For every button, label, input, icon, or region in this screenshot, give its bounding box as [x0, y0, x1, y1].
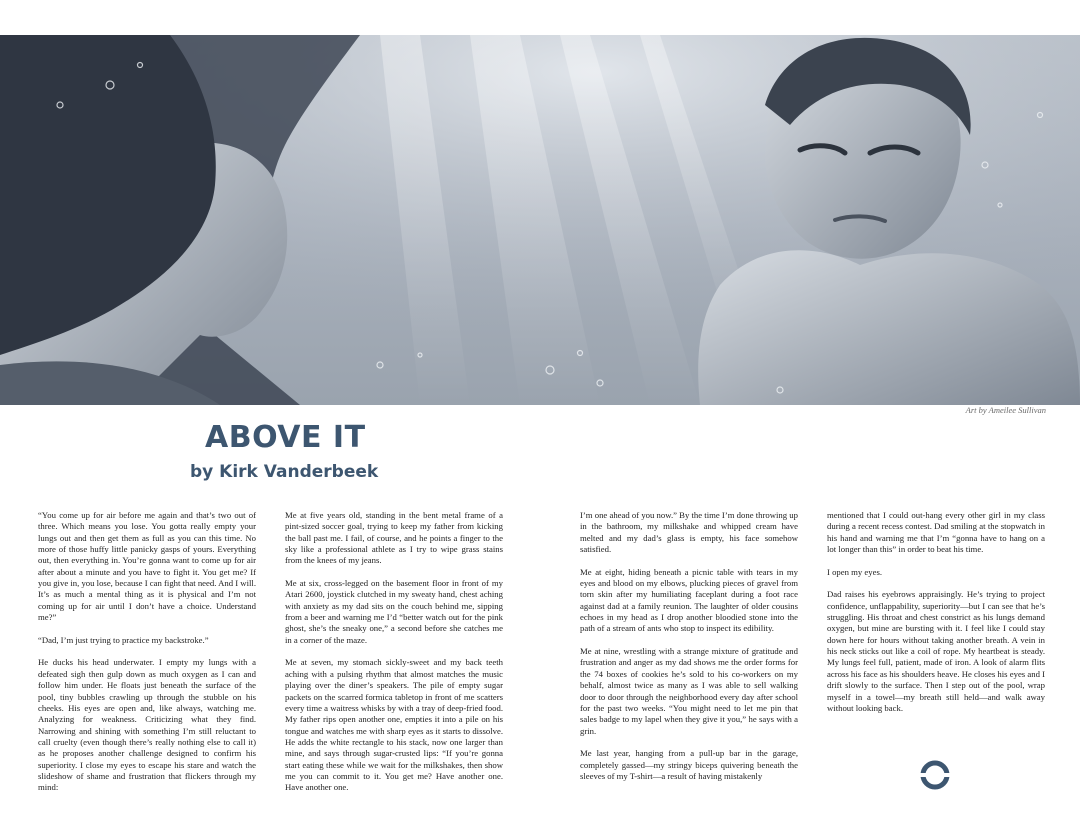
paragraph: He ducks his head underwater. I empty my lungs with a defeated sigh then gulp down as much oxygen as I can and follow him under. He floats just beneath the surface of the pool, tiny bubbles crawling up through the stubble on his cheeks. His eyes are open and, like always, watching me. Analyzing for weakness. Criticizing what they find. Narrowing and shining with something I’m still reluctant to call cruelty (even though there’s really nothing else to call it) as he proposes another challenge designed to confirm his superiority. I close my eyes to escape his stare and watch the slideshow of shame and frustration that flickers through my mind: [38, 657, 256, 793]
text-column-3 [580, 510, 798, 794]
paragraph: I’m one ahead of you now.” By the time I’m done throwing up in the bathroom, my milkshake and whipped cream have melted and my dad’s glass is empty, his face somehow satisfied. [580, 510, 798, 555]
paragraph: “You come up for air before me again and that’s two out of three. Which means you lose. You gotta really empty your lungs out and then get them as full as you can this time. No more of those huffy little panicky gasps of yours. Everything out, then everything in. You’re gonna want to come up for air after about a minute and you have to fight it. You get me? If you give in, you lose, because I can fight that need. And I will. It’s as much a mental thing as it is physical and I’m not coming up for air until I don’t have a choice. Understand me?” [38, 510, 256, 623]
paragraph: I open my eyes. [827, 566, 883, 577]
paragraph: mentioned that I could out-hang every other girl in my class during a recent recess contest. Dad smiling at the stopwatch in his hand and warning me that I’m “gonna have to hang on a lot longer than this” in order to beat his time. [827, 510, 1045, 555]
article-byline: by Kirk Vanderbeek [190, 462, 379, 482]
text-column-4 [827, 510, 1045, 726]
underwater-illustration [0, 35, 1080, 405]
paragraph: Me last year, hanging from a pull-up bar in the garage, completely gassed—my stringy biceps quivering beneath the sleeves of my T-shirt—a result of having mistakenly [580, 748, 798, 781]
text-column-2 [285, 510, 503, 805]
paragraph: “Dad, I’m just trying to practice my backstroke.” [38, 634, 209, 645]
end-mark-logo-icon [920, 760, 950, 790]
paragraph: Me at seven, my stomach sickly-sweet and my back teeth aching with a pulsing rhythm that almost matches the music playing over the diner’s speakers. The pile of empty sugar packets on the scarred formica tabletop in front of me scatters every time a waitress whisks by with a tray of deep-fried food. My father rips open another one, empties it into a pile on his tongue and watches me with sharp eyes as it starts to dissolve. He adds the white rectangle to his stack, now one larger than mine, and says through sugar-crusted lips: “If you’re gonna start eating these while we wait for the milkshakes, then show me you can commit to it. You get me? Have another one. Have another one. [285, 657, 503, 793]
article-title: ABOVE IT [205, 420, 366, 455]
paragraph: Dad raises his eyebrows appraisingly. He’s trying to project confidence, unflappability, superiority—but I can see that he’s struggling. His throat and chest constrict as his lungs demand oxygen, but mine are bursting with it. I feel like I could stay down here for hours without taking another breath. A vein in his neck sticks out like a coil of rope. My heartbeat is steady. My lungs feel full, patient, made of iron. A look of alarm flits across his face as his shoulders heave. He closes his eyes and I drift slowly to the surface. Then I step out of the pool, wrap myself in a towel—my breath still held—and walk away without looking back. [827, 589, 1045, 713]
art-credit: Art by Ameilee Sullivan [965, 405, 1046, 415]
paragraph: Me at nine, wrestling with a strange mixture of gratitude and frustration and anger as my dad shows me the order forms for the 74 boxes of cookies he’s sold to his co-workers on my behalf, almost twice as many as I was able to sell walking door to door through the neighborhood every day after school for the past two weeks. “You might need to let me pin that sales badge to my lapel when they give it you,” he says with a grin. [580, 646, 798, 736]
illustration-art [0, 35, 1080, 405]
paragraph: Me at eight, hiding beneath a picnic table with tears in my eyes and blood on my elbows, plucking pieces of gravel from torn skin after my humiliating faceplant during a foot race against dad at a family reunion. The laughter of older cousins echoes in my head as I drop another bloodied stone into the path of a stream of ants who stop to inspect its edibility. [580, 566, 798, 634]
text-column-1 [38, 510, 256, 805]
paragraph: Me at five years old, standing in the bent metal frame of a pint-sized soccer goal, trying to keep my father from kicking the ball past me. I fail, of course, and he points a finger to the sky like a professional athlete as I try to wipe grass stains from the knees of my jeans. [285, 510, 503, 566]
paragraph: Me at six, cross-legged on the basement floor in front of my Atari 2600, joystick clutched in my sweaty hand, chest aching with anxiety as my dad sits on the couch behind me, sipping from a beer and warning me I’d “better watch out for the pink ghost, she’s the sneaky one,” a second before she catches me in a corner of the maze. [285, 578, 503, 645]
